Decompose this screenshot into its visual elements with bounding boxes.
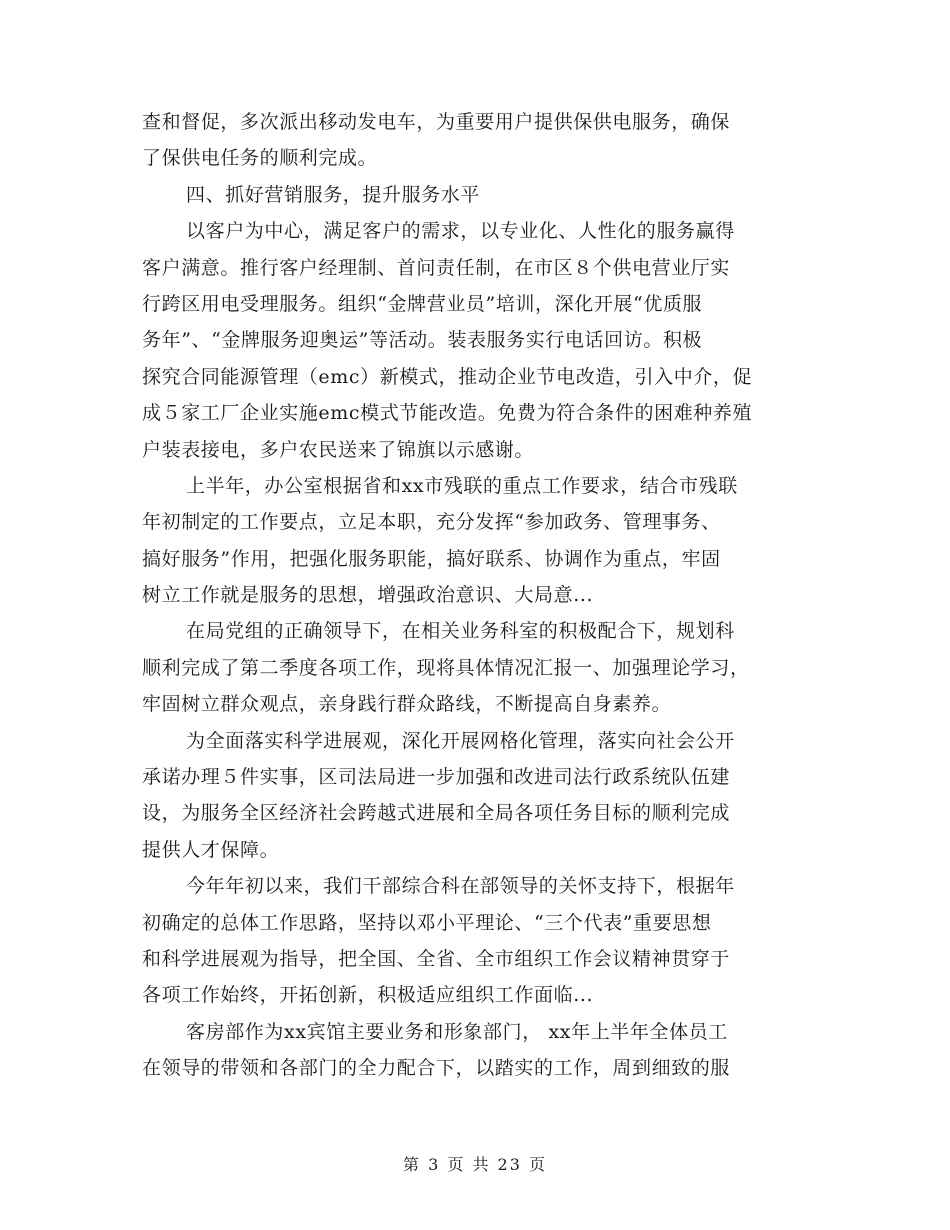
text-line: 牢固树立群众观点，亲身践行群众路线，不断提高自身素养。	[142, 693, 672, 716]
text-line: 了保供电任务的顺利完成。	[142, 147, 378, 170]
text-line: 今年年初以来，我们干部综合科在部领导的关怀支持下，根据年	[186, 875, 735, 898]
text-line: 年初制定的工作要点，立足本职，充分发挥“参加政务、管理事务、	[142, 511, 721, 534]
text-line: 务年”、“金牌服务迎奥运”等活动。装表服务实行电话回访。积极	[142, 329, 703, 352]
text-line: 户装表接电，多户农民送来了锦旗以示感谢。	[142, 438, 535, 461]
text-line: 各项工作始终，开拓创新，积极适应组织工作面临...	[142, 984, 594, 1007]
text-line: 行跨区用电受理服务。组织“金牌营业员”培训，深化开展“优质服	[142, 292, 703, 315]
text-line: 设，为服务全区经济社会跨越式进展和全局各项任务目标的顺利完成	[142, 802, 731, 825]
page-number-footer: 第 3 页 共 23 页	[403, 1155, 547, 1174]
text-line: 客房部作为xx宾馆主要业务和形象部门， xx年上半年全体员工	[186, 1020, 728, 1043]
text-line: 以客户为中心，满足客户的需求，以专业化、人性化的服务赢得	[186, 220, 735, 243]
text-line: 在领导的带领和各部门的全力配合下，以踏实的工作，周到细致的服	[142, 1057, 731, 1080]
body-text	[142, 104, 802, 1087]
section-heading: 四、抓好营销服务，提升服务水平	[186, 183, 481, 206]
text-line: 上半年，办公室根据省和xx市残联的重点工作要求，结合市残联	[186, 474, 738, 497]
text-line: 在局党组的正确领导下，在相关业务科室的积极配合下，规划科	[186, 620, 735, 643]
text-line: 客户满意。推行客户经理制、首问责任制，在市区８个供电营业厅实	[142, 256, 731, 279]
text-line: 和科学进展观为指导，把全国、全省、全市组织工作会议精神贯穿于	[142, 947, 731, 970]
text-line: 提供人才保障。	[142, 838, 280, 861]
text-line: 顺利完成了第二季度各项工作，现将具体情况汇报一、加强理论学习，	[142, 656, 750, 679]
text-line: 树立工作就是服务的思想，增强政治意识、大局意...	[142, 584, 594, 607]
text-line: 成５家工厂企业实施emc模式节能改造。免费为符合条件的困难种养殖	[142, 402, 753, 425]
text-line: 探究合同能源管理（emc）新模式，推动企业节电改造，引入中介，促	[142, 365, 753, 388]
text-line: 查和督促，多次派出移动发电车，为重要用户提供保供电服务，确保	[142, 111, 731, 133]
text-line: 初确定的总体工作思路，坚持以邓小平理论、“三个代表”重要思想	[142, 911, 712, 934]
text-line: 搞好服务”作用，把强化服务职能，搞好联系、协调作为重点，牢固	[142, 547, 721, 570]
text-line: 为全面落实科学进展观，深化开展网格化管理，落实向社会公开	[186, 729, 735, 752]
text-line: 承诺办理５件实事，区司法局进一步加强和改进司法行政系统队伍建	[142, 766, 731, 789]
